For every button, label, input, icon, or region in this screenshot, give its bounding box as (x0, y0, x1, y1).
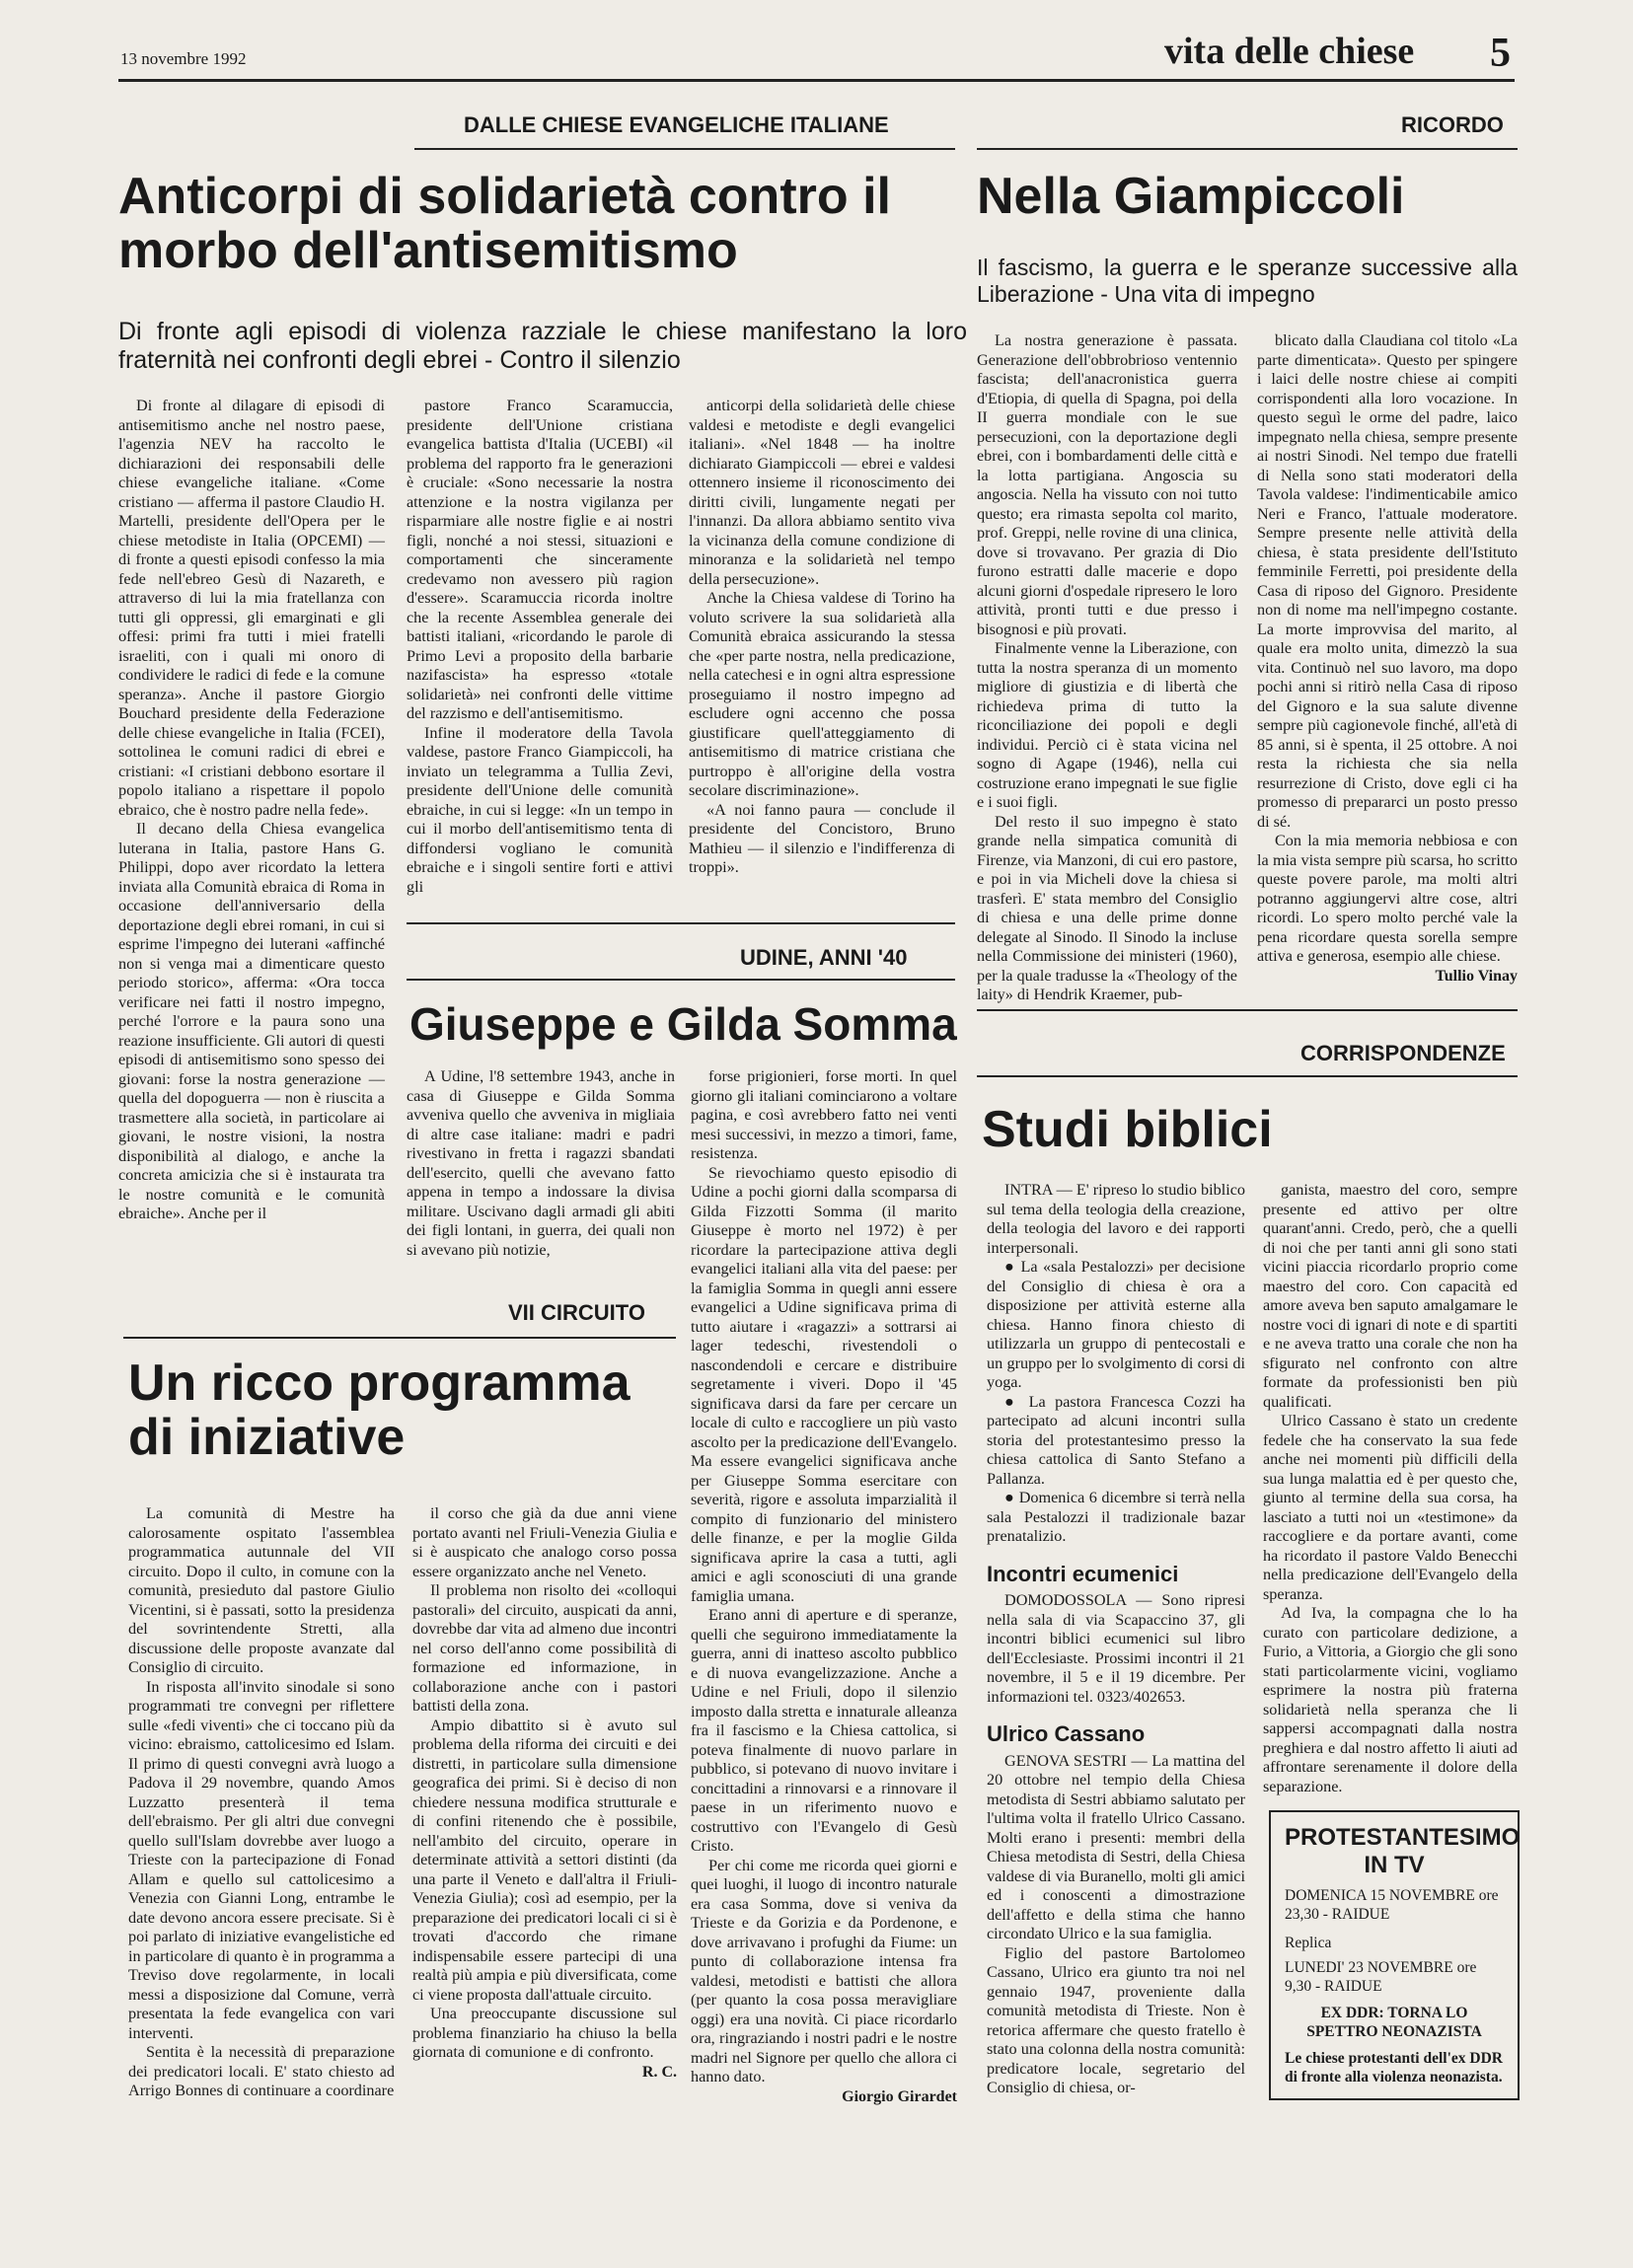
a4-column-2 (412, 1504, 677, 2082)
a2-column-2 (1257, 331, 1518, 986)
a5-kicker-rule (977, 1075, 1518, 1077)
a1-paragraph: Il decano della Chiesa evangelica luterana in Italia, pastore Hans G. Philippi, dopo aver ricordato la lettera inviata alla Comunità ebraica di Roma in occasione dell'anniversario della deportazione degli ebrei romani, in cui si esprime l'impegno dei luterani «affinché non si venga mai a dimenticare questo periodo storico», afferma: «Ora tocca verificare nei fatti il nostro impegno, perché l'orrore e la paura sono una reazione insufficiente. Gli autori di questi episodi di antisemitismo sono spesso dei giovani: forse la nostra generazione — quella del dopoguerra — non è riuscita a trasmettere alla società, in particolare ai giovani, le nostre visioni, la nostra disponibilità al dialogo, e anche la concreta amicizia che si è instaurata tra le nostre comunità e le comunità ebraiche». Anche per il (118, 820, 385, 1222)
a5-paragraph: DOMODOSSOLA — Sono ripresi nella sala di via Scapaccino 37, gli incontri biblici ecumenici sul libro dell'Ecclesiaste. Prossimi incontri il 21 novembre, il 5 e il 19 dicembre. Per informazioni tel. 0323/402653. (987, 1591, 1245, 1706)
a5-paragraph: Ad Iva, la compagna che lo ha curato con particolare dedizione, a Furio, a Vittoria, a Giorgio che gli sono stati particolarmente vicini, vogliamo esprimere la nostra più fraterna solidarietà nella speranza che li sappersi accompagnati dalla nostra preghiera e dal nostro affetto li aiuti ad affrontare serenamente il dolore della separazione. (1263, 1604, 1518, 1795)
a4-paragraph: Ampio dibattito si è avuto sul problema della riforma dei circuiti e dei distretti, in particolare sulla dimensione geografica dei primi. Si è deciso di non chiedere nessuna modifica strutturale e di confini ritenendo che è possibile, nell'ambito del circuito, operare in determinate attività a settori distinti (da una parte il Veneto e dall'altra il Friuli-Venezia Giulia); così ad esempio, per la preparazione dei predicatori locali ci si è trovati d'accordo che rimane indispensabile essere partecipi di una realtà più ampia e più diversificata, come ci viene proposta dall'attuale circuito. (412, 1716, 677, 2004)
a2-signature: Tullio Vinay (1435, 967, 1518, 985)
a3-signature: Giorgio Girardet (842, 2087, 957, 2105)
tv-box-replica-label: Replica (1285, 1935, 1332, 1952)
a3-paragraph: Per chi come me ricorda quei giorni e quei luoghi, il luogo di incontro naturale era casa Somma, dove si veniva da Trieste e da Gorizia e da Pordenone, e dove arrivavano i profughi da Fiume: un punto di collaborazione intensa fra valdesi, metodisti e battisti che allora (per quanto la cosa possa meravigliare oggi) era una novità. Ci piace ricordarlo ora, ringraziando i nostri padri e le nostre madri nel Signore per quello che allora ci hanno dato. (691, 1856, 957, 2085)
a3-column-1 (407, 1067, 675, 1260)
a5-paragraph: ganista, maestro del coro, sempre presente ed attivo per oltre quarant'anni. Credo, però, che a quelli di noi che per tanti anni gli sono stati vicini piaccia ricordarlo proprio come maestro del coro. Con capacità ed amore aveva ben saputo amalgamare le nostre voci di ignari di note e di spartiti e ne aveva tratto una corale che non ha sfigurato nel confronto con altre formate da professionisti ben più qualificati. (1263, 1181, 1518, 1411)
a1-subtitle: Di fronte agli episodi di violenza razziale le chiese manifestano la loro fraternità nei confronti degli ebrei - Contro il silenzio (118, 318, 967, 374)
a4-paragraph: il corso che già da due anni viene portato avanti nel Friuli-Venezia Giulia e si è auspicato che analogo corso possa essere organizzato anche nel Veneto. (412, 1504, 677, 1580)
a2-subtitle: Il fascismo, la guerra e le speranze successive alla Liberazione - Una vita di impegno (977, 255, 1518, 307)
a3-kicker-rule (407, 979, 955, 981)
a1-paragraph: «A noi fanno paura — conclude il presidente del Concistoro, Bruno Mathieu — il silenzio e l'indifferenza di troppi». (689, 800, 955, 876)
a4-paragraph: Sentita è la necessità di preparazione dei predicatori locali. E' stato chiesto ad Arrigo Bonnes di continuare a coordinare (128, 2043, 395, 2099)
a2-paragraph: Finalmente venne la Liberazione, con tutta la nostra speranza di un momento migliore di giustizia e di libertà che richiedeva prima di tutto la riconciliazione dei popoli e degli individui. Perciò ci è stata vicina nel sogno di Agape (1946), nella cui costruzione erano impegnati le sue figlie e i suoi figli. (977, 639, 1237, 811)
a5-paragraph: INTRA — E' ripreso lo studio biblico sul tema della teologia della creazione, della teologia del lavoro e dei rapporti interpersonali. (987, 1181, 1245, 1257)
page-number: 5 (1490, 31, 1511, 76)
tv-box-title: PROTESTANTESIMO IN TV (1285, 1824, 1521, 1878)
a1-column-1 (118, 397, 385, 1224)
a4-paragraph: La comunità di Mestre ha calorosamente ospitato l'assemblea programmatica autunnale del VII circuito. Dopo il culto, in comune con la comunità, presieduto dal pastore Giulio Vicentini, si è passati, sotto la presidenza del sovrintendente Stretti, alla discussione delle proposte avanzate dal Consiglio di circuito. (128, 1504, 395, 1676)
a2-kicker-rule (977, 148, 1518, 150)
tv-listing-box (1269, 1810, 1520, 2100)
a5-subheading-ecumenici: Incontri ecumenici (987, 1561, 1179, 1586)
a5-paragraph: ● Domenica 6 dicembre si terrà nella sala Pestalozzi il tradizionale bazar prenatalizio. (987, 1489, 1245, 1545)
a5-title: Studi biblici (982, 1101, 1273, 1158)
a5-paragraph: Figlio del pastore Bartolomeo Cassano, Ulrico era giunto tra noi nel gennaio 1947, proveniente dalla comunità metodista di Trieste. Non è retorica affermare che questo fratello è stato una colonna della nostra comunità: predicatore locale, segretario del Consiglio di chiesa, or- (987, 1943, 1245, 2096)
a3-top-rule (407, 922, 955, 924)
a5-paragraph: ● La «sala Pestalozzi» per decisione del Consiglio di chiesa è ora a disposizione per attività esterne alla chiesa. Hanno finora chiesto di utilizzarla un gruppo di pentecostali e un gruppo per lo svolgimento di corsi di yoga. (987, 1258, 1245, 1391)
a2-paragraph: blicato dalla Claudiana col titolo «La parte dimenticata». Questo per spingere i laici delle nostre chiese ai compiti corrispondenti alla loro vocazione. In questo seguì le orme del padre, laico impegnato nella chiesa, sempre presente ai nostri Sinodi. Nel tempo due fratelli di Nella sono stati moderatori della Tavola valdese: l'indimenticabile amico Neri e Franco, l'attuale moderatore. Sempre presente nelle attività della chiesa, è stata presidente dell'Istituto femminile Ferretti, poi presidente della Casa di riposo del Gignoro. Presidente non di nome ma nell'impegno costante. La morte improvvisa del marito, al quale era molto unita, dimezzò la sua vita. Continuò nel suo lavoro, ma dopo pochi anni si ritirò nella Casa di riposo del Gignoro e la sua salute divenne sempre più cagionevole finché, all'età di 85 anni, si è spenta, il 25 ottobre. A noi resta la richiesta che sia nella resurrezione di Cristo, dove egli ci ha promesso di prepararci un posto presso di sé. (1257, 331, 1518, 831)
a5-paragraph: ● La pastora Francesca Cozzi ha partecipato ad alcuni incontri sulla storia del protestantesimo presso la chiesa cattolica di Santo Stefano a Pallanza. (987, 1392, 1245, 1488)
a3-title: Giuseppe e Gilda Somma (409, 998, 957, 1050)
a3-kicker: UDINE, ANNI '40 (740, 945, 908, 970)
a1-paragraph: Infine il moderatore della Tavola valdese, pastore Franco Giampiccoli, ha inviato un telegramma a Tullia Zevi, presidente dell'Unione delle comunità ebraiche, in cui si legge: «In un tempo in cui il morbo dell'antisemitismo tenta di diffondersi vogliano le comunità ebraiche e i singoli sentire forti e attivi gli (407, 723, 673, 896)
a4-kicker-rule (123, 1337, 676, 1339)
a2-column-1 (977, 331, 1237, 1005)
a4-kicker: VII CIRCUITO (508, 1300, 645, 1325)
a5-paragraph: GENOVA SESTRI — La mattina del 20 ottobre nel tempio della Chiesa metodista di Sestri abbiamo salutato per l'ultima volta il fratello Ulrico Cassano. Molti erano i presenti: membri della Chiesa metodista di Sestri, della Chiesa valdese di via Buranello, molti gli amici ed i conoscenti a dimostrazione dell'affetto e della stima che hanno circondato Ulrico e la sua famiglia. (987, 1751, 1245, 1942)
a5-top-rule (977, 1009, 1518, 1011)
a5-subheading-cassano: Ulrico Cassano (987, 1721, 1146, 1746)
a5-kicker: CORRISPONDENZE (1300, 1041, 1506, 1065)
a4-column-1 (128, 1504, 395, 2101)
a2-paragraph: Con la mia memoria nebbiosa e con la mia vista sempre più scarsa, ho scritto queste povere parole, ma molti altri potranno aggiungervi altre cose, altri ricordi. Lo spero molto perché vale la pena ricordare questa sorella sempre attiva e generosa, esempio alle chiese. (1257, 832, 1518, 965)
a5-paragraph: Ulrico Cassano è stato un credente fedele che ha conservato la sua fede anche nei momenti più difficili della sua lunga malattia ed è per questo che, giunto al termine della sua corsa, ha lasciato a tutti noi un «testimone» da raccogliere e da portare avanti, come ha ricordato il pastore Valdo Benecchi nella predicazione dell'Evangelo della speranza. (1263, 1412, 1518, 1603)
a2-paragraph: Del resto il suo impegno è stato grande nella simpatica comunità di Firenze, via Manzoni, di cui ero pastore, e poi in via Micheli dove la chiesa si trasferì. E' stata membro del Consiglio di chiesa e una delle prime donne delegate al Sinodo. Il Sinodo la incluse nella Commissione dei ministeri (1960), per la quale tradusse la «Theology of the laity» di Hendrik Kraemer, pub- (977, 812, 1237, 1003)
a3-paragraph: Erano anni di aperture e di speranze, quelli che seguirono immediatamente la guerra, anni di inatteso ascolto pubblico e di nuova evangelizzazione. Anche a Udine e nel Friuli, dopo il silenzio imposto dalla stretta e innaturale alleanza fra il fascismo e la Chiesa cattolica, si poteva finalmente di nuovo parlare in pubblico, si potevano di nuovo invitare i concittadini a rinnovarsi e a rinnovare il paese in un riferimento nuovo e costruttivo con l'Evangelo di Gesù Cristo. (691, 1606, 957, 1855)
a4-paragraph: In risposta all'invito sinodale si sono programmati tre convegni per riflettere sulle «fedi viventi» che ci toccano più da vicino: ebraismo, cattolicesimo ed Islam. Il primo di questi convegni avrà luogo a Padova il 29 novembre, quando Amos Luzzatto presenterà il tema dell'ebraismo. Per gli altri due convegni quello sull'Islam dovrebbe aver luogo a Trieste con la partecipazione di Fonad Allam e quello sul cattolicesimo a Venezia con Gianni Long, entrambe le date devono ancora essere precisate. Si è poi parlato di iniziative evangelistiche ed in particolare di quanto è in programma a Treviso dove regolarmente, in locali messi a disposizione dal Comune, verrà presentata la fede evangelica con vari interventi. (128, 1677, 395, 2042)
tv-box-airing: DOMENICA 15 NOVEMBRE ore 23,30 - RAIDUE (1285, 1887, 1499, 1924)
a1-paragraph: Anche la Chiesa valdese di Torino ha voluto scrivere la sua solidarietà alla Comunità ebraica assicurando la stessa che «per parte nostra, nella predicazione, nella catechesi e in ogni altra espressione proseguiamo il nostro impegno ad escludere ogni accenno che possa giustificare quell'atteggiamento di antisemitismo di matrice cristiana che purtroppo è all'origine della vostra secolare discriminazione». (689, 589, 955, 799)
a1-title: Anticorpi di solidarietà contro il morbo dell'antisemitismo (118, 168, 891, 279)
a4-signature: R. C. (641, 2063, 677, 2081)
a1-column-2 (407, 397, 673, 897)
a1-paragraph: Di fronte al dilagare di episodi di antisemitismo anche nel nostro paese, l'agenzia NEV ha raccolto le dichiarazioni dei responsabili delle chiese evangeliche italiane. «Come cristiano — afferma il pastore Claudio H. Martelli, presidente dell'Opera per le chiese metodiste in Italia (OPCEMI) — di fronte a questi episodi confesso la mia fede nell'ebreo Gesù di Nazareth, e attraverso di lui la mia fratellanza con tutti gli oppressi, gli emarginati e gli offesi: primi fra tutti i miei fratelli israeliti, con i quali mi onoro di condividere le radici di fede e la comune speranza». Anche il pastore Giorgio Bouchard presidente della Federazione delle chiese evangeliche in Italia (FCEI), sottolinea le comuni radici di ebrei e cristiani: «I cristiani debbono esortare il popolo italiano a rispettare il popolo ebraico, che è nostro padre nella fede». (118, 397, 385, 819)
a2-kicker: RICORDO (1401, 112, 1504, 137)
a3-column-2 (691, 1067, 957, 2106)
a4-paragraph: Il problema non risolto dei «colloqui pastorali» del circuito, auspicati da anni, dovrebbe dar vita ad almeno due incontri nel corso dell'anno come possibilità di formazione ed informazione, in collaborazione anche con i pastori battisti della zona. (412, 1581, 677, 1715)
header-rule (118, 79, 1515, 82)
a5-column-1 (987, 1181, 1245, 2098)
a1-paragraph: pastore Franco Scaramuccia, presidente dell'Unione cristiana evangelica battista d'Italia (UCEBI) «il problema del rapporto fra le generazioni è cruciale: «Sono necessarie la nostra attenzione e la nostra vigilanza per risparmiare alle nostre figlie e ai nostri figli, nonché a noi stessi, situazioni e comportamenti che sinceramente credevamo non avessero più ragion d'essere». Scaramuccia ricorda inoltre che la recente Assemblea generale dei battisti italiani, «ricordando le parole di Primo Levi a proposito della barbarie nazifascista» ha espresso «totale solidarietà» nei confronti delle vittime del razzismo e dell'antisemitismo. (407, 397, 673, 722)
a3-paragraph: forse prigionieri, forse morti. In quel giorno gli italiani cominciarono a voltare pagina, e così avrebbero fatto nei venti mesi successivi, in mezzo a timori, fame, resistenza. (691, 1067, 957, 1162)
a1-kicker-rule (414, 148, 955, 150)
a4-title: Un ricco programma di iniziative (128, 1354, 631, 1466)
issue-date: 13 novembre 1992 (120, 49, 247, 68)
a1-column-3 (689, 397, 955, 878)
tv-box-topic: EX DDR: TORNA LO SPETTRO NEONAZISTA (1306, 2005, 1482, 2041)
tv-box-replica-airing: LUNEDI' 23 NOVEMBRE ore 9,30 - RAIDUE (1285, 1959, 1477, 1996)
a2-paragraph: La nostra generazione è passata. Generazione dell'obbrobrioso ventennio fascista; dell'anacronistica guerra d'Etiopia, di quella di Spagna, poi della II guerra mondiale con le sue persecuzioni, con la deportazione degli ebrei, con i bombardamenti delle città e la lotta partigiana. Angoscia su angoscia. Nella ha vissuto con noi tutto questo; era rimasta sepolta col marito, prof. Greppi, nelle rovine di una clinica, dove si trovavano. Per grazia di Dio furono estratti dalle macerie e dopo alcuni giorni d'ospedale ripresero le loro attività, pronti tutti e due presso i bisognosi e più provati. (977, 331, 1237, 638)
a3-paragraph: Se rievochiamo questo episodio di Udine a pochi giorni dalla scomparsa di Gilda Fizzotti Somma (il marito Giuseppe è morto nel 1972) è per ricordare la partecipazione attiva degli evangelici italiani alla vita del paese: per la famiglia Somma in quegli anni essere evangelici a Udine significava prima di tutto aiutare i «ragazzi» a sottrarsi ai lager tedeschi, rivestendoli o nascondendoli e cercare e distribuire segretamente i viveri. Dopo il '45 significava darsi da fare per cercare un locale di culto e raccogliere un più vasto ascolto per la predicazione dell'Evangelo. Ma essere evangelici significava anche per Giuseppe Somma esercitare con severità, rigore e assoluta imparzialità il compito di funzionario del ministero delle finanze, e per la moglie Gilda significava aprire la casa a tutti, agli amici e agli sconosciuti di una grande famiglia umana. (691, 1163, 957, 1605)
section-title: vita delle chiese (1164, 31, 1415, 72)
a2-title: Nella Giampiccoli (977, 168, 1405, 225)
a5-column-2 (1263, 1181, 1518, 1796)
a1-paragraph: anticorpi della solidarietà delle chiese valdesi e metodiste e degli evangelici italiani». «Nel 1848 — ha inoltre dichiarato Giampiccoli — ebrei e valdesi ottennero insieme il riconoscimento dei diritti civili, lungamente negati per l'innanzi. Da allora abbiamo sentito viva la vicinanza della comune condizione di minoranza e la solidarietà nel tempo della persecuzione». (689, 397, 955, 588)
a4-paragraph: Una preoccupante discussione sul problema finanziario ha chiuso la bella giornata di comunione e di confronto. (412, 2005, 677, 2061)
a3-paragraph: A Udine, l'8 settembre 1943, anche in casa di Giuseppe e Gilda Somma avveniva quello che avveniva in migliaia di altre case italiane: madri e padri rivestivano in fretta i ragazzi sbandati dell'esercito, quelli che avevano fatto appena in tempo a indossare la divisa militare. Uscivano dagli armadi gli abiti dei figli lontani, in guerra, dei quali non si avevano più notizie, (407, 1067, 675, 1259)
a1-kicker: DALLE CHIESE EVANGELICHE ITALIANE (464, 112, 889, 137)
tv-box-description: Le chiese protestanti dell'ex DDR di fronte alla violenza neonazista. (1285, 2050, 1503, 2086)
